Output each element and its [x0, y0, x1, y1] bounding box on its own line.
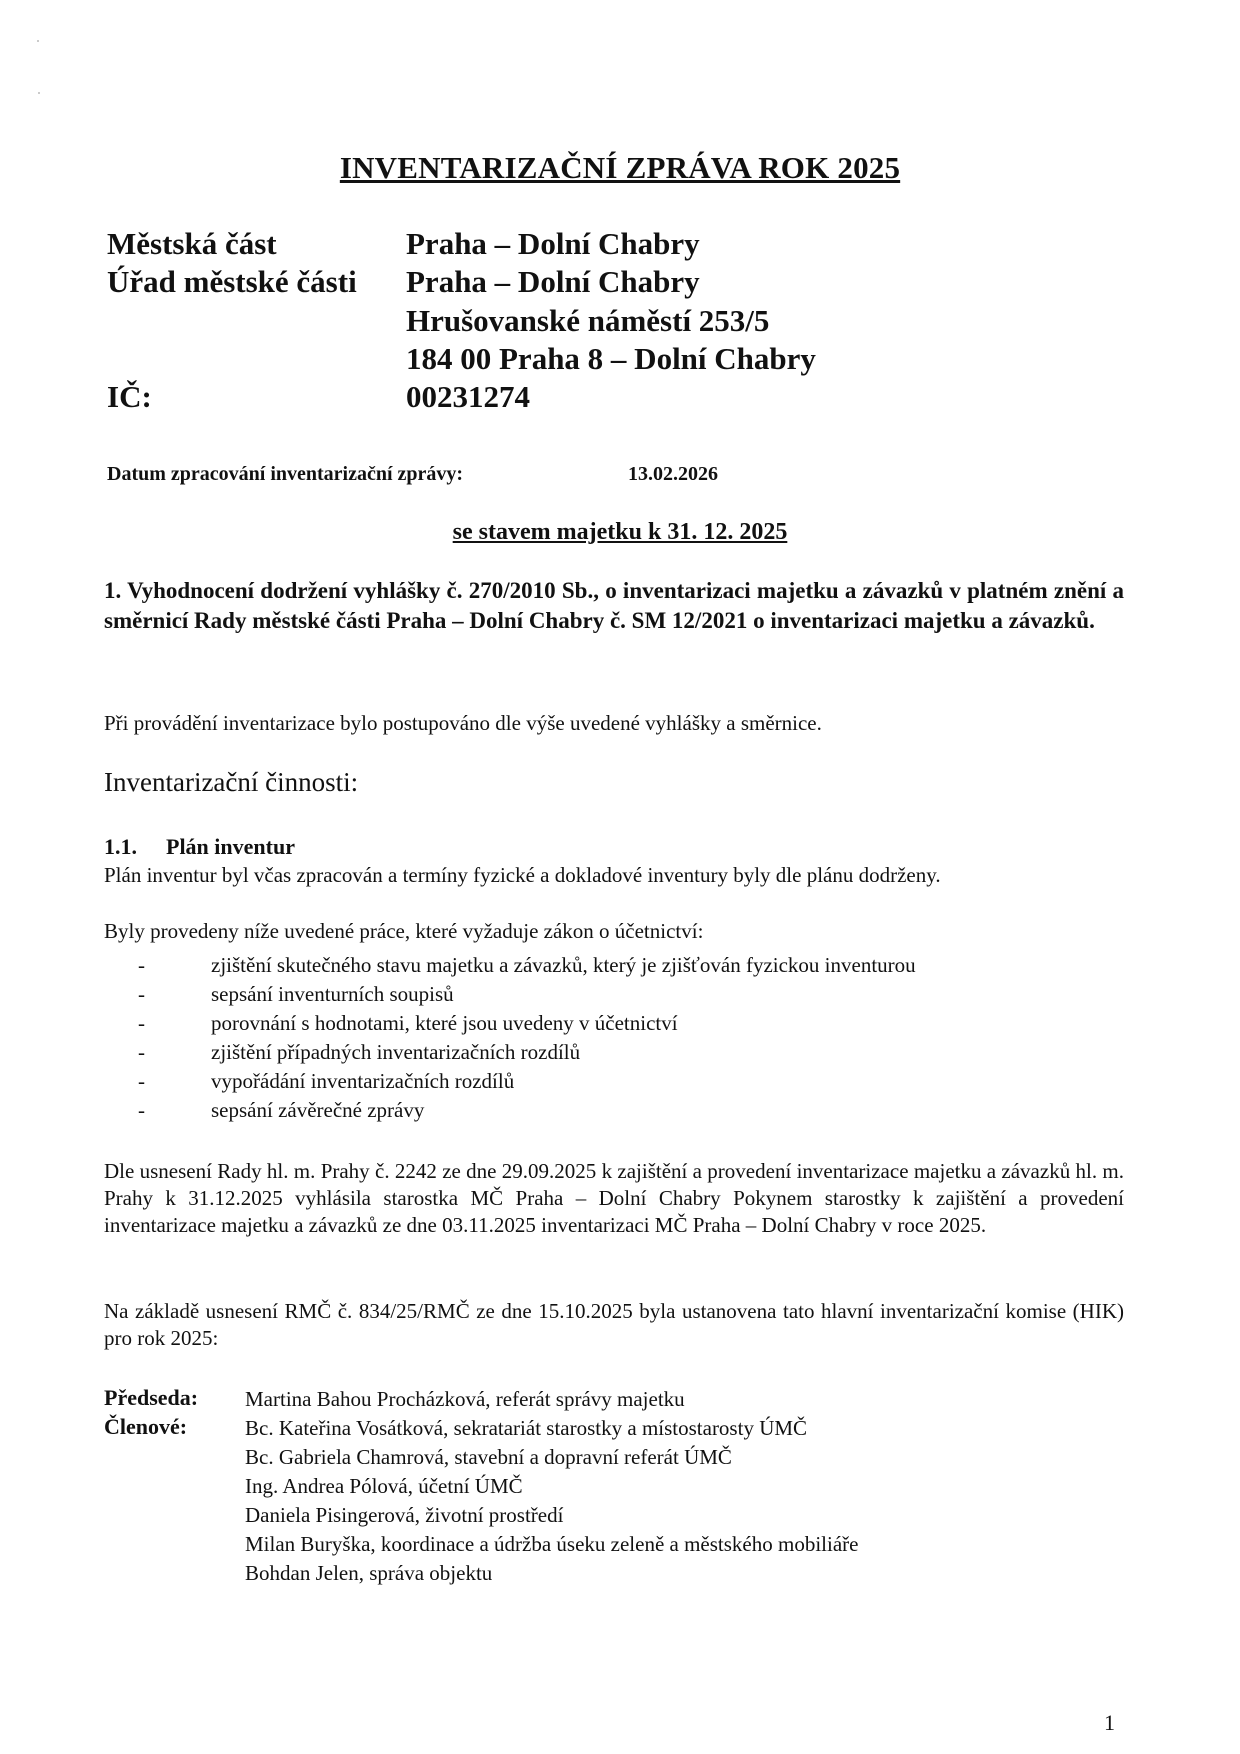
list-item-text: sepsání závěrečné zprávy	[211, 1098, 425, 1122]
scan-speck	[38, 92, 40, 94]
processing-date-label: Datum zpracování inventarizační zprávy:	[107, 463, 464, 485]
work-intro: Byly provedeny níže uvedené práce, které vyžaduje zákon o účetnictví:	[104, 919, 704, 943]
section-1-heading: 1. Vyhodnocení dodržení vyhlášky č. 270/2010 Sb., o inventarizaci majetku a závazků v platném znění a směrnicí Rady městské části Praha – Dolní Chabry č. SM 12/2021 o inventarizaci majetku a závazků.	[104, 578, 1124, 633]
proceeding-paragraph: Při provádění inventarizace bylo postupováno dle výše uvedené vyhlášky a směrnice.	[104, 711, 822, 735]
member-item: Daniela Pisingerová, životní prostředí	[245, 1503, 564, 1527]
member-item: Bc. Kateřina Vosátková, sekratariát starostky a místostarosty ÚMČ	[245, 1416, 808, 1440]
member-item: Bohdan Jelen, správa objektu	[245, 1561, 493, 1585]
ic-value: 00231274	[406, 379, 530, 414]
list-item-text: zjištění případných inventarizačních rozdílů	[211, 1040, 581, 1064]
ic-label: IČ:	[107, 379, 152, 414]
processing-date-value: 13.02.2026	[628, 463, 718, 485]
chair-name: Martina Bahou Procházková, referát správy majetku	[245, 1387, 685, 1411]
address-line-2: 184 00 Praha 8 – Dolní Chabry	[406, 341, 816, 376]
list-item-text: vypořádání inventarizačních rozdílů	[211, 1069, 515, 1093]
document-title: INVENTARIZAČNÍ ZPRÁVA ROK 2025	[339, 150, 901, 185]
member-item: Milan Buryška, koordinace a údržba úseku zeleně a městského mobiliáře	[245, 1532, 859, 1556]
member-item: Bc. Gabriela Chamrová, stavební a dopravní referát ÚMČ	[245, 1445, 732, 1469]
members-label: Členové:	[104, 1414, 188, 1439]
scan-speck	[37, 40, 39, 42]
member-item: Ing. Andrea Pólová, účetní ÚMČ	[245, 1474, 523, 1498]
plan-paragraph: Plán inventur byl včas zpracován a termíny fyzické a dokladové inventury byly dle plánu dodrženy.	[104, 863, 941, 887]
subsection-title: Plán inventur	[166, 834, 295, 859]
resolution-paragraph: Dle usnesení Rady hl. m. Prahy č. 2242 ze dne 29.09.2025 k zajištění a provedení inventarizace majetku a závazků hl. m. Prahy k 31.12.2025 vyhlásila starostka MČ Praha – Dolní Chabry Pokynem starostky k zajištění a provedení inventarizace majetku a závazků ze dne 03.11.2025 inventarizaci MČ Praha – Dolní Chabry v roce 2025.	[104, 1159, 1124, 1237]
list-item-text: zjištění skutečného stavu majetku a závazků, který je zjišťován fyzickou inventurou	[211, 953, 916, 977]
urad-label: Úřad městské části	[107, 264, 357, 299]
address-line-1: Hrušovanské náměstí 253/5	[406, 303, 770, 338]
activities-heading: Inventarizační činnosti:	[104, 767, 359, 797]
list-item-text: porovnání s hodnotami, které jsou uvedeny v účetnictví	[211, 1011, 678, 1035]
list-dash: -	[138, 1040, 145, 1064]
list-dash: -	[138, 953, 145, 977]
list-item-text: sepsání inventurních soupisů	[211, 982, 454, 1006]
list-dash: -	[138, 982, 145, 1006]
chair-label: Předseda:	[104, 1385, 199, 1410]
urad-value: Praha – Dolní Chabry	[406, 264, 700, 299]
subsection-number: 1.1.	[104, 834, 137, 859]
list-dash: -	[138, 1011, 145, 1035]
mestska-cast-label: Městská část	[107, 226, 277, 261]
asset-state-line: se stavem majetku k 31. 12. 2025	[452, 519, 788, 545]
mestska-cast-value: Praha – Dolní Chabry	[406, 226, 700, 261]
subsection-heading	[104, 834, 295, 860]
page-number: 1	[1104, 1710, 1115, 1735]
list-dash: -	[138, 1098, 145, 1122]
list-dash: -	[138, 1069, 145, 1093]
commission-paragraph: Na základě usnesení RMČ č. 834/25/RMČ ze dne 15.10.2025 byla ustanovena tato hlavní inventarizační komise (HIK) pro rok 2025:	[104, 1299, 1124, 1350]
